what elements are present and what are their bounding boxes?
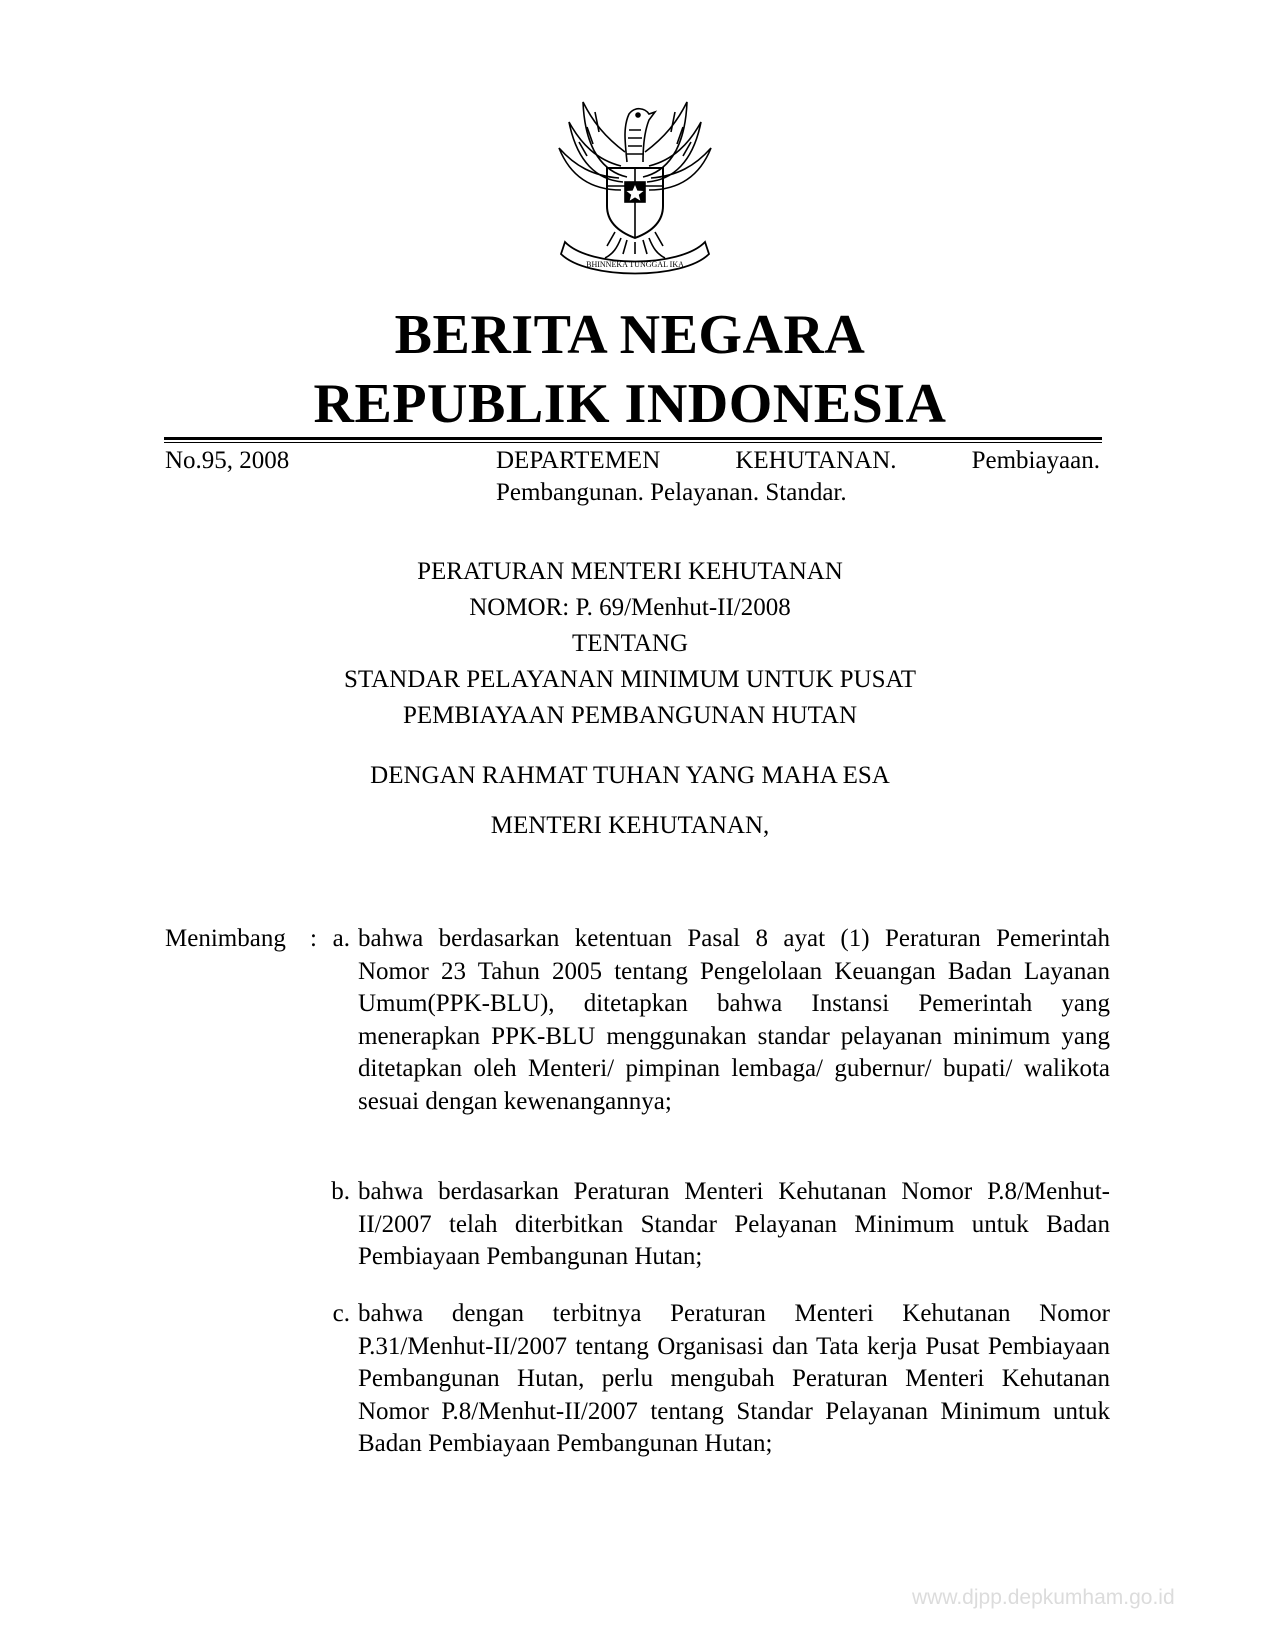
considerations-label: Menimbang — [165, 925, 286, 952]
garuda-pancasila-emblem-icon — [535, 82, 735, 282]
consideration-text-b: bahwa berdasarkan Peraturan Menteri Kehutanan Nomor P.8/Menhut-II/2007 telah diterbitkan Standar Pelayanan Minimum untuk Badan Pembiayaan Pembangunan Hutan; — [358, 1178, 1110, 1270]
source-watermark: www.djpp.depkumham.go.id — [912, 1586, 1175, 1609]
regulation-title-line1: STANDAR PELAYANAN MINIMUM UNTUK PUSAT — [343, 666, 917, 693]
consideration-text-c: bahwa dengan terbitnya Peraturan Menteri Kehutanan Nomor P.31/Menhut-II/2007 tentang Organisasi dan Tata kerja Pusat Pembiayaan Pembangunan Hutan, perlu mengubah Peraturan Menteri Kehutanan Nomor P.8/Menhut-II/2007 tentang Standar Pelayanan Minimum untuk Badan Pembiayaan Pembangunan Hutan; — [358, 1300, 1110, 1457]
regulation-number: NOMOR: P. 69/Menhut-II/2008 — [469, 594, 791, 621]
masthead-divider — [164, 437, 1102, 440]
considerations-colon: : — [310, 925, 317, 952]
emblem-motto: BHINNEKA TUNGGAL IKA — [586, 260, 684, 269]
regulation-about: TENTANG — [571, 630, 689, 657]
issue-subject: DEPARTEMEN KEHUTANAN. Pembiayaan. Pembangunan. Pelayanan. Standar. — [496, 447, 1100, 506]
masthead-title-line2: REPUBLIK INDONESIA — [313, 373, 947, 435]
consideration-letter-b: b. — [331, 1178, 350, 1205]
regulation-authority: MENTERI KEHUTANAN, — [490, 812, 770, 839]
regulation-type: PERATURAN MENTERI KEHUTANAN — [417, 558, 843, 585]
regulation-invocation: DENGAN RAHMAT TUHAN YANG MAHA ESA — [370, 762, 890, 789]
masthead-title-line1: BERITA NEGARA — [394, 304, 866, 366]
consideration-letter-a: a. — [332, 925, 350, 952]
issue-number: No.95, 2008 — [165, 447, 290, 474]
masthead-divider-thin — [164, 442, 1102, 443]
consideration-text-a: bahwa berdasarkan ketentuan Pasal 8 ayat (1) Peraturan Pemerintah Nomor 23 Tahun 2005 tentang Pengelolaan Keuangan Badan Layanan Umum(PPK-BLU), ditetapkan bahwa Instansi Pemerintah yang menerapkan PPK-BLU menggunakan standar pelayanan minimum yang ditetapkan oleh Menteri/ pimpinan lembaga/ gubernur/ bupati/ walikota sesuai dengan kewenangannya; — [358, 925, 1110, 1115]
regulation-title-line2: PEMBIAYAAN PEMBANGUNAN HUTAN — [402, 702, 858, 729]
consideration-letter-c: c. — [332, 1300, 350, 1327]
